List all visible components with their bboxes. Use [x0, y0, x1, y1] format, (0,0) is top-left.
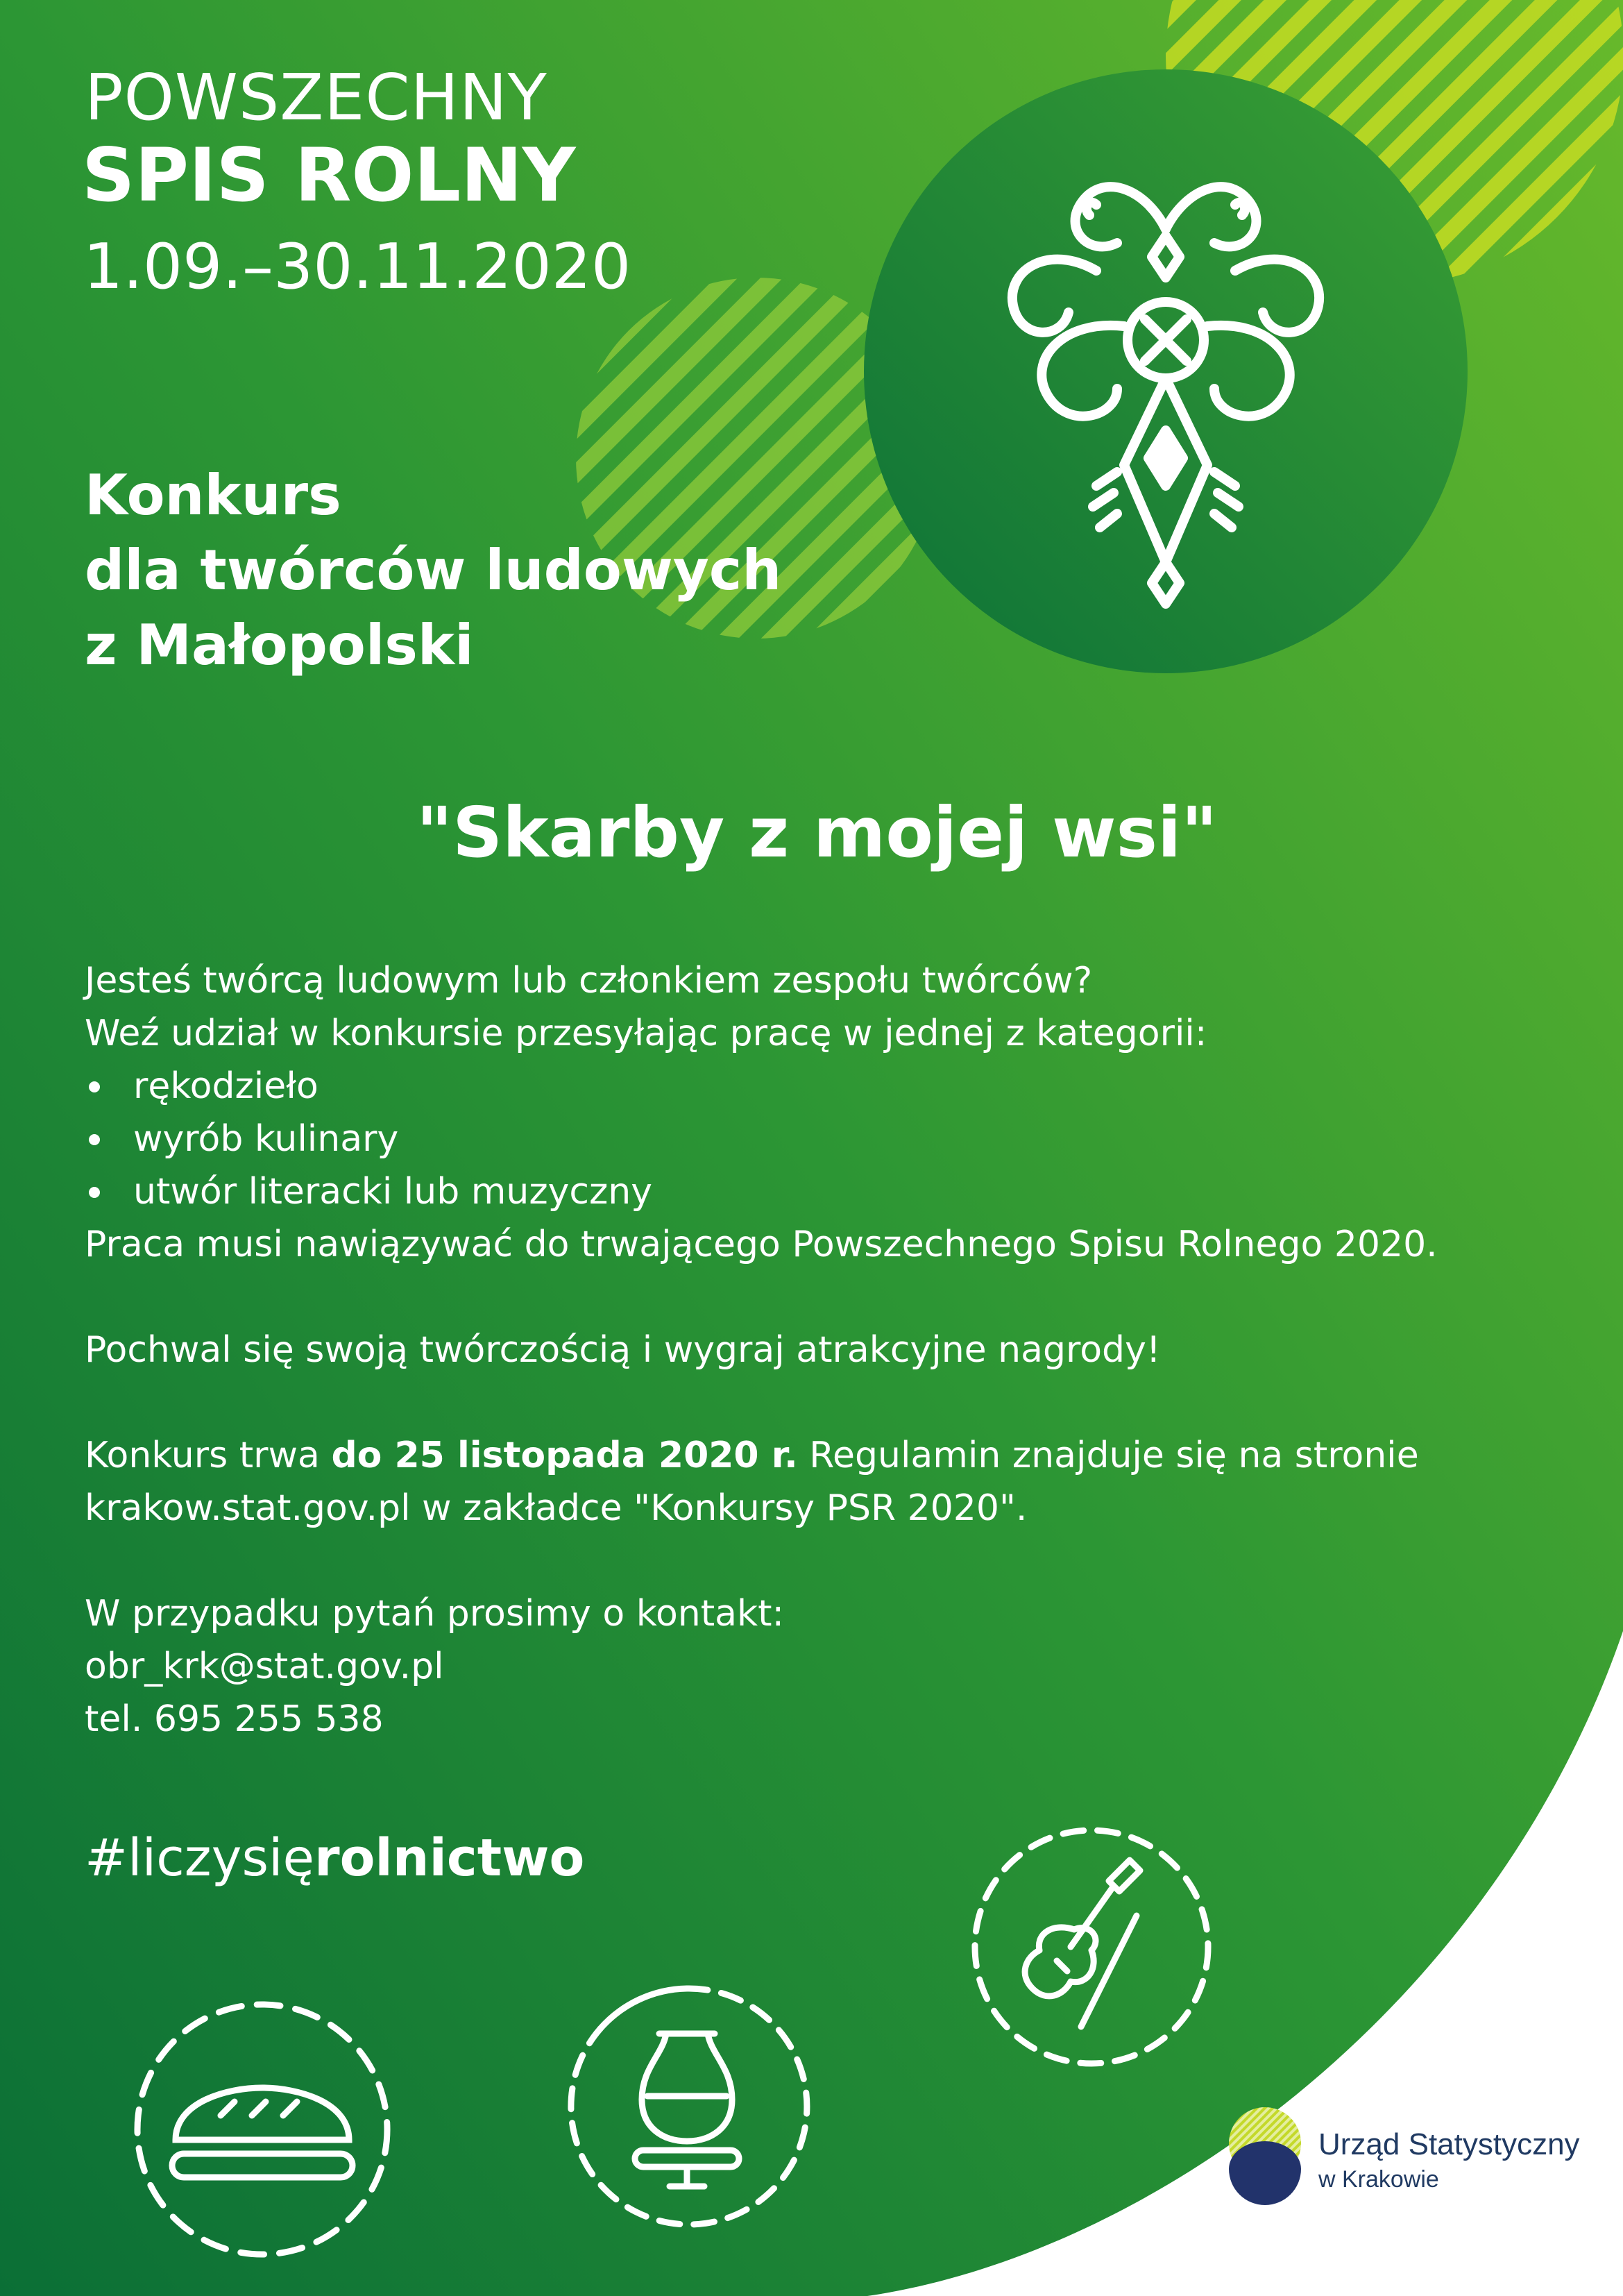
stat-office-name-line-2: w Krakowie — [1318, 2166, 1439, 2193]
contest-heading-line-2: dla twórców ludowych — [85, 538, 782, 602]
invite-text: Weź udział w konkursie przesyłając pracę w jednej z kategorii: — [85, 1013, 1207, 1054]
contest-heading-line-3: z Małopolski — [85, 613, 474, 677]
contact-intro: W przypadku pytań prosimy o kontakt: — [85, 1593, 785, 1635]
rules-location: krakow.stat.gov.pl w zakładce "Konkursy PSR 2020". — [85, 1487, 1028, 1529]
folk-ornament-icon — [985, 139, 1346, 625]
category-item: utwór literacki lub muzyczny — [85, 1165, 1577, 1218]
hashtag — [85, 1828, 585, 1888]
title-line-2: SPIS ROLNY — [82, 133, 576, 218]
contest-description — [85, 954, 1577, 1746]
contact-phone: tel. 695 255 538 — [85, 1698, 384, 1740]
hashtag-bold: rolnictwo — [314, 1828, 585, 1888]
contact-email: obr_krk@stat.gov.pl — [85, 1646, 444, 1687]
title-line-1: POWSZECHNY — [85, 60, 547, 135]
bread-icon — [124, 1991, 401, 2268]
deadline-text — [85, 1429, 1577, 1482]
stat-office-name-line-1: Urząd Statystyczny — [1318, 2127, 1580, 2161]
pottery-wheel-icon — [559, 1978, 815, 2235]
stat-office-name — [1318, 2127, 1580, 2193]
deadline-date: do 25 listopada 2020 r. — [331, 1435, 798, 1476]
deadline-prefix: Konkurs trwa — [85, 1435, 332, 1476]
question-text: Jesteś twórcą ludowym lub członkiem zespołu twórców? — [85, 960, 1093, 1002]
category-item: rękodzieło — [85, 1060, 1577, 1113]
deadline-suffix: Regulamin znajduje się na stronie — [797, 1435, 1419, 1476]
boast-text: Pochwal się swoją twórczością i wygraj atrakcyjne nagrody! — [85, 1329, 1161, 1371]
category-list — [85, 1060, 1577, 1218]
requirement-text: Praca musi nawiązywać do trwającego Powszechnego Spisu Rolnego 2020. — [85, 1224, 1438, 1265]
violin-icon — [963, 1818, 1220, 2075]
hashtag-regular: #liczysię — [85, 1828, 315, 1888]
contest-name: "Skarby z mojej wsi" — [416, 792, 1218, 873]
contest-heading-line-1: Konkurs — [85, 463, 341, 527]
stat-office-logo-icon — [1225, 2103, 1308, 2214]
census-dates: 1.09.–30.11.2020 — [83, 230, 631, 303]
category-item: wyrób kulinary — [85, 1113, 1577, 1165]
contest-heading — [85, 458, 781, 683]
